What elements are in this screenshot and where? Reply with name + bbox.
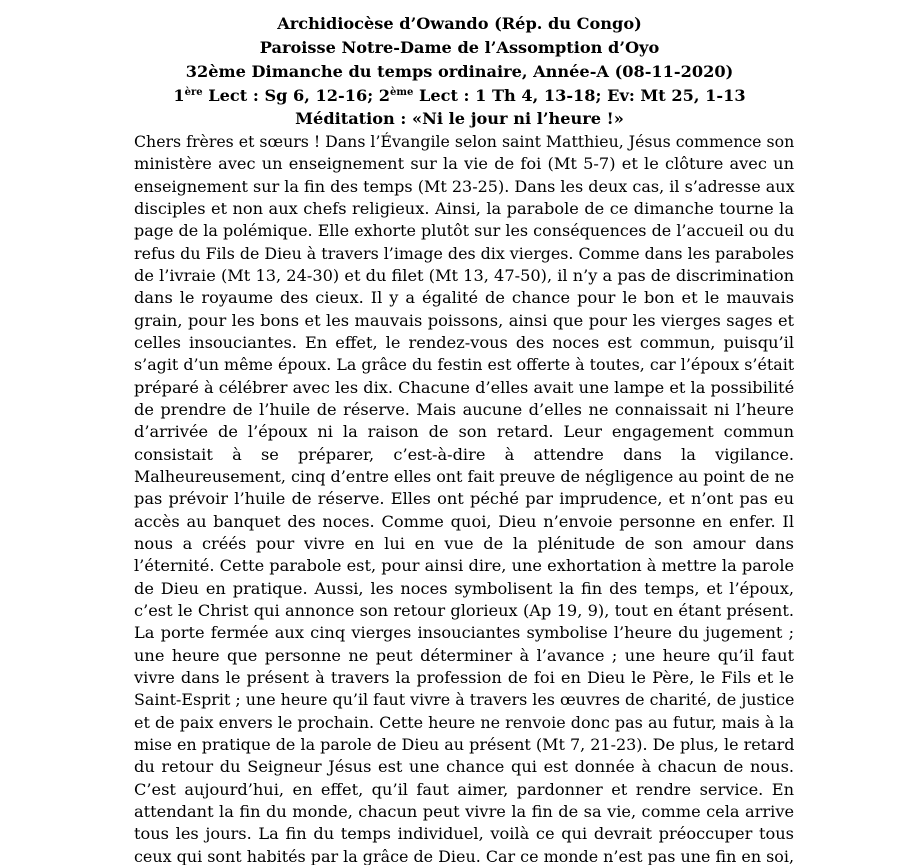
body-line: de l’ivraie (Mt 13, 24-30) et du filet (Mt 13, 47-50), il n’y a pas de discrimination	[134, 266, 795, 285]
parish-title: Paroisse Notre-Dame de l’Assomption d’Oyo	[259, 38, 660, 57]
body-line: mise en pratique de la parole de Dieu au présent (Mt 7, 21-23). De plus, le retard	[134, 735, 795, 754]
body-line: celles insouciantes. En effet, le rendez-vous des noces est commun, puisqu’il	[134, 333, 795, 352]
body-line: du retour du Seigneur Jésus est une chance qui est donnée à chacun de nous.	[134, 757, 795, 776]
body-line: pas prévoir l’huile de réserve. Elles ont péché par imprudence, et n’ont pas eu	[134, 489, 794, 508]
archdiocese-title: Archidiocèse d’Owando (Rép. du Congo)	[277, 14, 642, 33]
body-line: et de paix envers le prochain. Cette heure ne renvoie donc pas au futur, mais à la	[134, 713, 795, 732]
body-line: dans le royaume des cieux. Il y a égalité de chance pour le bon et le mauvais	[134, 288, 795, 307]
body-line: une heure que personne ne peut déterminer à l’avance ; une heure qu’il faut	[134, 646, 795, 665]
body-line: La porte fermée aux cinq vierges insouciantes symbolise l’heure du jugement ;	[134, 623, 795, 642]
readings-part-3: Lect : 1 Th 4, 13-18; Ev: Mt 25, 1-13	[413, 86, 746, 105]
body-line: vivre dans le présent à travers la profession de foi en Dieu le Père, le Fils et le	[134, 668, 795, 687]
readings-part-1: 1	[173, 86, 185, 105]
body-line: enseignement sur la fin des temps (Mt 23-25). Dans les deux cas, il s’adresse aux	[134, 177, 795, 196]
body-line: l’éternité. Cette parabole est, pour ainsi dire, une exhortation à mettre la parole	[134, 556, 795, 575]
sunday-title: 32ème Dimanche du temps ordinaire, Année-A (08-11-2020)	[185, 62, 734, 81]
body-line: d’arrivée de l’époux ni la raison de son retard. Leur engagement commun	[134, 422, 794, 441]
body-line: préparé à célébrer avec les dix. Chacune d’elles avait une lampe et la possibilité	[134, 378, 795, 397]
body-line: attendant la fin du monde, chacun peut vivre la fin de sa vie, comme cela arrive	[134, 802, 795, 821]
body-line: Malheureusement, cinq d’entre elles ont fait preuve de négligence au point de ne	[134, 467, 795, 486]
readings-line	[0, 85, 919, 107]
body-line: Chers frères et sœurs ! Dans l’Évangile selon saint Matthieu, Jésus commence son	[134, 132, 795, 151]
body-line: c’est le Christ qui annonce son retour glorieux (Ap 19, 9), tout en étant présent.	[134, 601, 794, 620]
readings-sup-2: ème	[390, 87, 414, 98]
body-line: consistait à se préparer, c’est-à-dire à attendre dans la vigilance.	[134, 445, 794, 464]
body-line: de prendre de l’huile de réserve. Mais aucune d’elles ne connaissait ni l’heure	[134, 400, 794, 419]
body-line: nous a créés pour vivre en lui en vue de la plénitude de son amour dans	[134, 534, 794, 553]
meditation-title: Méditation : «Ni le jour ni l’heure !»	[295, 109, 624, 128]
body-line: s’agit d’un même époux. La grâce du festin est offerte à toutes, car l’époux s’était	[134, 355, 795, 374]
body-line: ministère avec un enseignement sur la vie de foi (Mt 5-7) et le clôture avec un	[134, 154, 795, 173]
body-line: disciples et non aux chefs religieux. Ainsi, la parabole de ce dimanche tourne la	[134, 199, 794, 218]
body-line: page de la polémique. Elle exhorte plutôt sur les conséquences de l’accueil ou du	[134, 221, 795, 240]
body-line: accès au banquet des noces. Comme quoi, Dieu n’envoie personne en enfer. Il	[134, 512, 794, 531]
body-line: Saint-Esprit ; une heure qu’il faut vivre à travers les œuvres de charité, de justice	[134, 690, 795, 709]
body-line: de Dieu en pratique. Aussi, les noces symbolisent la fin des temps, et l’époux,	[134, 579, 794, 598]
body-line: ceux qui sont habités par la grâce de Dieu. Car ce monde n’est pas une fin en soi,	[134, 847, 795, 865]
readings-sup-1: ère	[184, 87, 203, 98]
body-line: refus du Fils de Dieu à travers l’image des dix vierges. Comme dans les paraboles	[134, 244, 795, 263]
body-line: grain, pour les bons et les mauvais poissons, ainsi que pour les vierges sages et	[134, 311, 795, 330]
readings-part-2: Lect : Sg 6, 12-16; 2	[202, 86, 391, 105]
body-line: C’est aujourd’hui, en effet, qu’il faut aimer, pardonner et rendre service. En	[134, 780, 794, 799]
body-line: tous les jours. La fin du temps individuel, voilà ce qui devrait préoccuper tous	[134, 824, 794, 843]
